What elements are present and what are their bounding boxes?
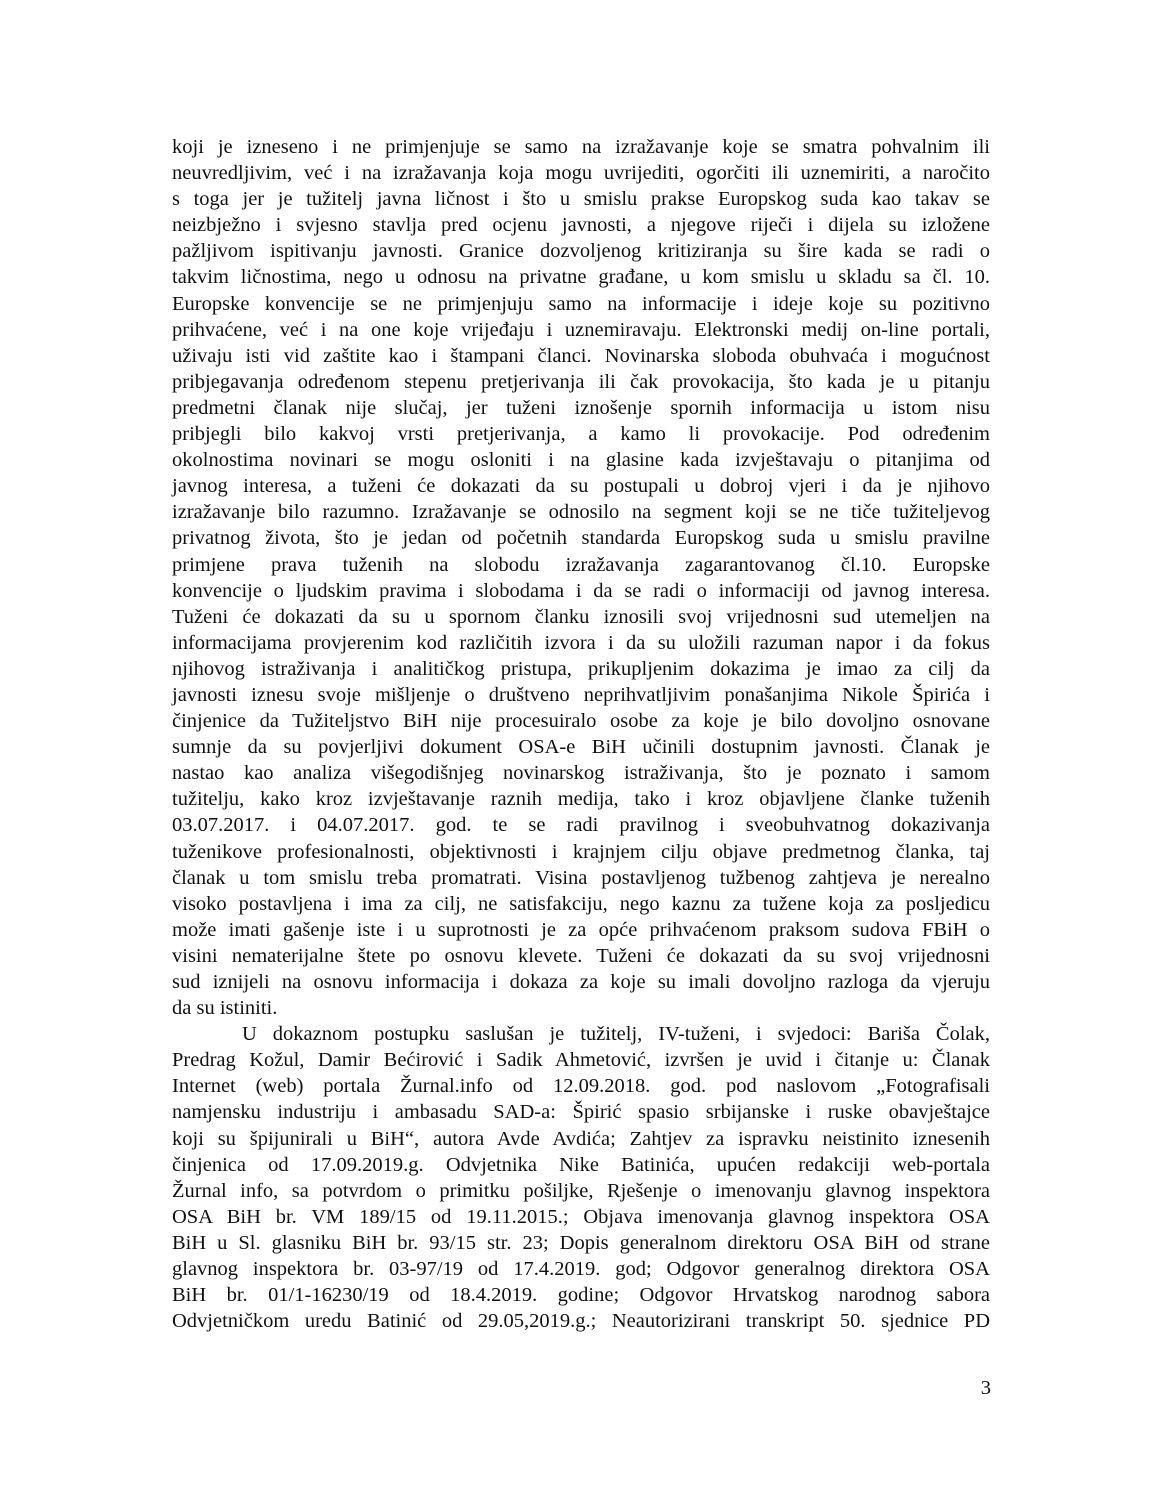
text-line: Tuženi će dokazati da su u spornom članku iznosili svoj vrijednosni sud utemeljen na [172,605,990,628]
text-line: U dokaznom postupku saslušan je tužitelj, IV-tuženi, i svjedoci: Bariša Čolak, [242,1023,990,1046]
paragraph [172,134,990,1021]
text-line: sumnje da su povjerljivi dokument OSA-e BiH učinili dostupnim javnosti. Članak je [172,736,990,759]
text-line: namjensku industriju i ambasadu SAD-a: Špirić spasio srbijanske i ruske obavještajce [172,1101,990,1124]
text-line: Predrag Kožul, Damir Bećirović i Sadik Ahmetović, izvršen je uvid i čitanje u: Članak [172,1049,990,1072]
text-line: Odvjetničkom uredu Batinić od 29.05,2019.g.; Neautorizirani transkript 50. sjednice PD [172,1310,990,1333]
text-line: pažljivom ispitivanju javnosti. Granice dozvoljenog kritiziranja su šire kada se radi o [172,240,990,263]
text-line: neizbježno i svjesno stavlja pred ocjenu javnosti, a njegove riječi i dijela su izložene [172,214,990,237]
text-line: da su istiniti. [172,997,278,1020]
text-line: 03.07.2017. i 04.07.2017. god. te se radi pravilnog i sveobuhvatnog dokazivanja [172,814,990,837]
text-line: pribjegavanja određenom stepenu pretjerivanja ili čak provokacija, što kada je u pitanju [172,370,990,393]
text-line: visini nematerijalne štete po osnovu klevete. Tuženi će dokazati da su svoj vrijednosni [172,944,990,967]
text-line: koji su špijunirali u BiH“, autora Avde Avdića; Zahtjev za ispravku neistinito iznesenih [172,1127,990,1150]
text-line: visoko postavljena i ima za cilj, ne satisfakciju, nego kaznu za tužene koja za posljedicu [172,892,990,915]
text-line: pribjegli bilo kakvoj vrsti pretjerivanja, a kamo li provokacije. Pod određenim [172,423,990,446]
page-number: 3 [980,1377,991,1399]
text-line: javnosti iznesu svoje mišljenje o društveno neprihvatljivim ponašanjima Nikole Špirića i [172,683,990,706]
text-line: javnog interesa, a tuženi će dokazati da su postupali u dobroj vjeri i da je njihovo [172,475,990,498]
text-line: članak u tom smislu treba promatrati. Visina postavljenog tužbenog zahtjeva je nerealno [172,866,990,889]
text-line: Internet (web) portala Žurnal.info od 12.09.2018. god. pod naslovom „Fotografisali [172,1075,990,1098]
text-line: koji je izneseno i ne primjenjuje se samo na izražavanje koje se smatra pohvalnim ili [172,136,990,158]
text-line: prihvaćene, već i na one koje vrijeđaju i uznemiravaju. Elektronski medij on-line portali, [172,318,990,341]
paragraph [172,1021,990,1334]
body-text [172,134,990,1334]
text-line: takvim ličnostima, nego u odnosu na privatne građane, u kom smislu u skladu sa čl. 10. [172,266,990,289]
text-line: može imati gašenje iste i u suprotnosti je za opće prihvaćenom praksom sudova FBiH o [172,918,990,941]
text-line: neuvredljivim, već i na izražavanja koja mogu uvrijediti, ogorčiti ili uznemiriti, a naročito [172,162,990,185]
text-line: s toga jer je tužitelj javna ličnost i što u smislu prakse Europskog suda kao takav se [172,188,990,211]
text-line: tužitelju, kako kroz izvještavanje raznih medija, tako i kroz objavljene članke tuženih [172,788,990,811]
text-line: informacijama provjerenim kod različitih izvora i da su uložili razuman napor i da fokus [172,631,990,654]
text-line: izražavanje bilo razumno. Izražavanje se odnosilo na segment koji se ne tiče tužiteljevog [172,501,990,524]
text-line: činjenice da Tužiteljstvo BiH nije procesuiralo osobe za koje je bilo dovoljno osnovane [172,710,990,733]
text-line: glavnog inspektora br. 03-97/19 od 17.4.2019. god; Odgovor generalnog direktora OSA [172,1258,990,1281]
text-line: predmetni članak nije slučaj, jer tuženi iznošenje spornih informacija u istom nisu [172,396,990,419]
text-line: uživaju isti vid zaštite kao i štampani članci. Novinarska sloboda obuhvaća i mogućnost [172,344,990,367]
text-line: Europske konvencije se ne primjenjuju samo na informacije i ideje koje su pozitivno [172,292,990,315]
text-line: BiH br. 01/1-16230/19 od 18.4.2019. godine; Odgovor Hrvatskog narodnog sabora [172,1284,990,1307]
text-line: njihovog istraživanja i analitičkog pristupa, prikupljenim dokazima je imao za cilj da [172,657,990,680]
text-line: tuženikove profesionalnosti, objektivnosti i krajnjem cilju objave predmetnog članka, taj [172,840,990,863]
text-line: konvencije o ljudskim pravima i slobodama i da se radi o informaciji od javnog interesa. [172,579,990,602]
text-line: Žurnal info, sa potvrdom o primitku pošiljke, Rješenje o imenovanju glavnog inspektora [172,1179,990,1202]
text-line: primjene prava tuženih na slobodu izražavanja zagarantovanog čl.10. Europske [172,553,990,576]
text-line: sud iznijeli na osnovu informacija i dokaza za koje su imali dovoljno razloga da vjeruju [172,971,990,993]
text-line: BiH u Sl. glasniku BiH br. 93/15 str. 23; Dopis generalnom direktoru OSA BiH od strane [172,1231,990,1254]
text-line: okolnostima novinari se mogu osloniti i na glasine kada izvještavaju o pitanjima od [172,449,990,472]
text-line: privatnog života, što je jedan od početnih standarda Europskog suda u smislu pravilne [172,527,990,550]
text-line: činjenica od 17.09.2019.g. Odvjetnika Nike Batinića, upućen redakciji web-portala [172,1153,990,1176]
text-line: OSA BiH br. VM 189/15 od 19.11.2015.; Objava imenovanja glavnog inspektora OSA [172,1205,990,1228]
text-line: nastao kao analiza višegodišnjeg novinarskog istraživanja, što je poznato i samom [172,762,990,785]
